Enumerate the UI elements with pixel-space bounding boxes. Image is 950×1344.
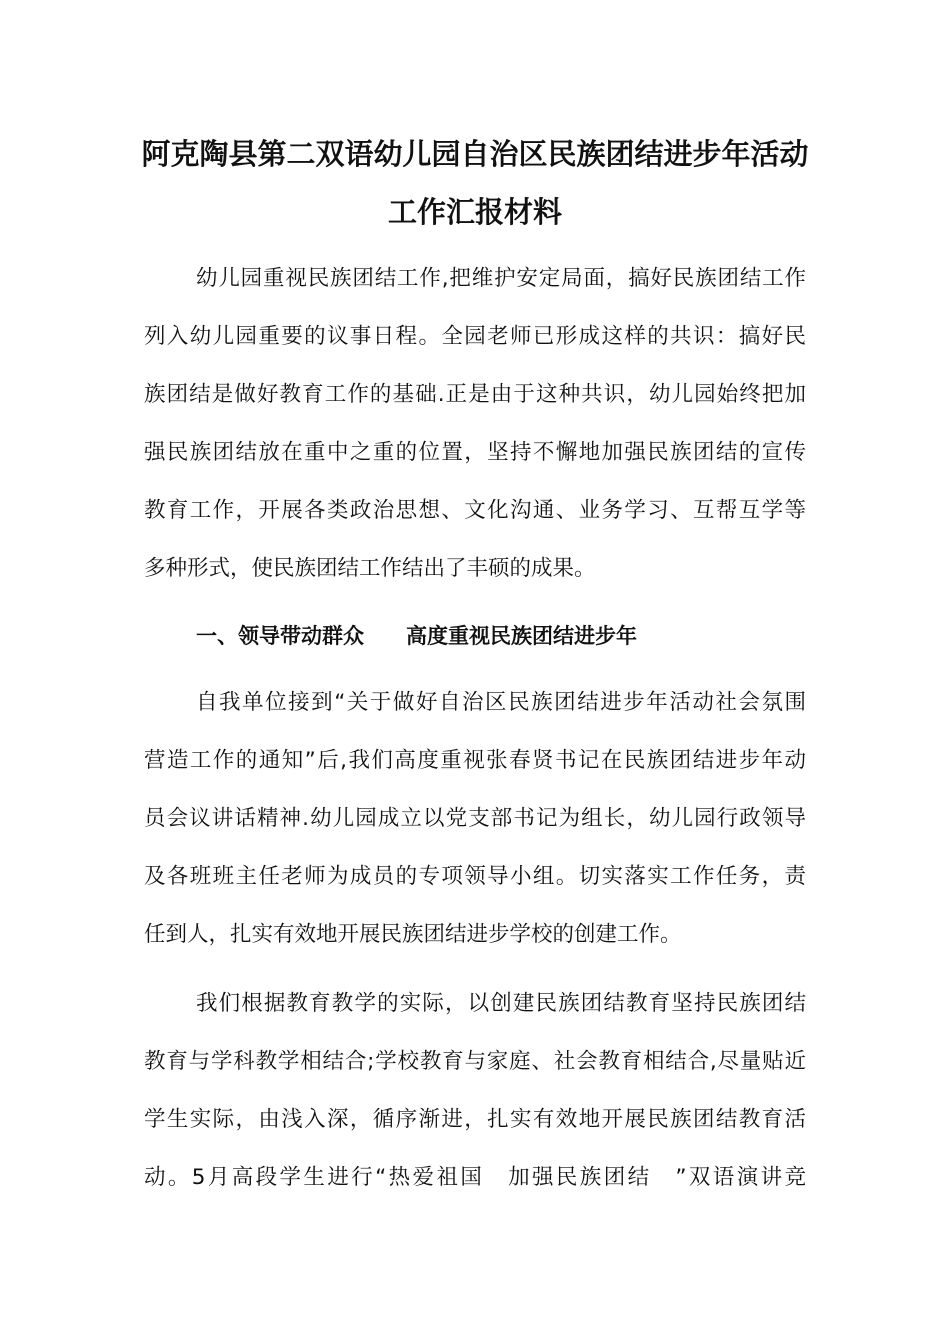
paragraph-1-line: 族团结是做好教育工作的基础.正是由于这种共识，幼儿园始终把加 <box>144 382 806 407</box>
paragraph-2-line: 任到人，扎实有效地开展民族团结进步学校的创建工作。 <box>144 922 682 947</box>
paragraph-2-line: 员会议讲话精神.幼儿园成立以党支部书记为组长，幼儿园行政领导 <box>144 806 806 831</box>
paragraph-2-line: 及各班班主任老师为成员的专项领导小组。切实落实工作任务，责 <box>144 864 806 889</box>
paragraph-3-line: 我们根据教育教学的实际，以创建民族团结教育坚持民族团结 <box>196 991 806 1016</box>
document-title-line-2: 工作汇报材料 <box>387 195 562 229</box>
document-title-line-1: 阿克陶县第二双语幼儿园自治区民族团结进步年活动 <box>141 137 809 171</box>
paragraph-3-line: 学生实际，由浅入深，循序渐进，扎实有效地开展民族团结教育活 <box>144 1107 806 1132</box>
paragraph-2-line: 自我单位接到“关于做好自治区民族团结进步年活动社会氛围 <box>196 690 806 715</box>
paragraph-1-line: 教育工作，开展各类政治思想、文化沟通、业务学习、互帮互学等 <box>144 498 806 523</box>
paragraph-3-line: 动。5月高段学生进行“热爱祖国 加强民族团结 ”双语演讲竞 <box>144 1165 806 1190</box>
paragraph-1-line: 多种形式，使民族团结工作结出了丰硕的成果。 <box>144 556 596 581</box>
section-heading: 一、领导带动群众 高度重视民族团结进步年 <box>196 624 637 648</box>
paragraph-2-line: 营造工作的通知”后,我们高度重视张春贤书记在民族团结进步年动 <box>144 748 806 773</box>
paragraph-1-line: 列入幼儿园重要的议事日程。全园老师已形成这样的共识：搞好民 <box>144 324 806 349</box>
paragraph-1-line: 强民族团结放在重中之重的位置，坚持不懈地加强民族团结的宣传 <box>144 440 806 465</box>
paragraph-1-line: 幼儿园重视民族团结工作,把维护安定局面，搞好民族团结工作 <box>196 266 806 291</box>
paragraph-3-line: 教育与学科教学相结合;学校教育与家庭、社会教育相结合,尽量贴近 <box>144 1049 806 1074</box>
